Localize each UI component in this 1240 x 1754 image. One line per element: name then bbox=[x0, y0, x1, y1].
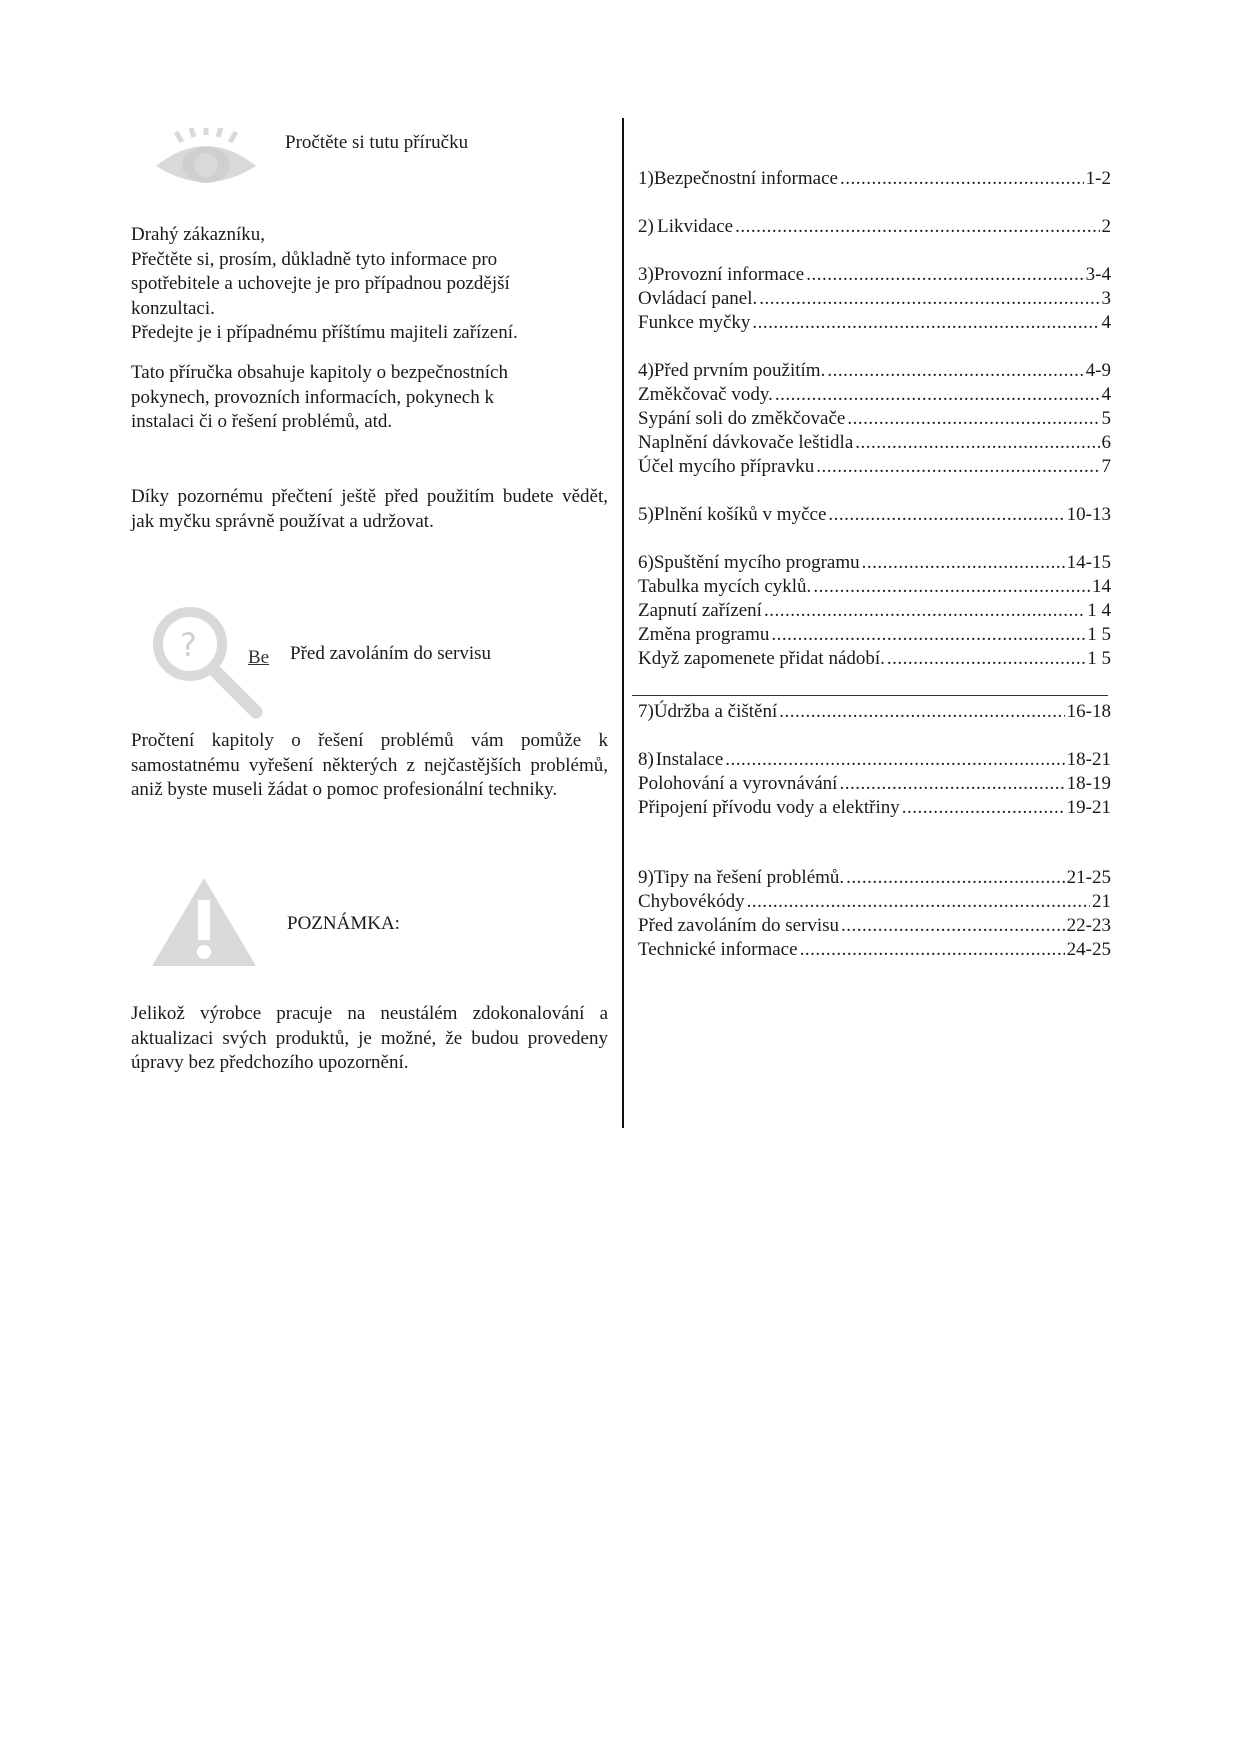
manual-contents-text bbox=[131, 361, 608, 435]
greeting: Drahý zákazníku, bbox=[131, 224, 265, 245]
toc-item: Technické informace ..... 24-25 bbox=[638, 938, 1111, 962]
intro-line: Přečtěte si, prosím, důkladně tyto informace pro bbox=[131, 248, 498, 270]
intro-line: spotřebitele a uchovejte je pro případnou pozdější bbox=[131, 273, 510, 294]
manual-line: Tato příručka obsahuje kapitoly o bezpečnostních bbox=[131, 362, 508, 383]
intro-line: Předejte je i případnému příštímu majiteli zařízení. bbox=[131, 322, 518, 343]
toc-item: Změna programu ..... 1 5 bbox=[638, 623, 1111, 647]
toc-item: 3) Provozní informace ..... 3-4 bbox=[638, 263, 1111, 287]
careful-reading-text: Díky pozornému přečtení ještě před použitím budete vědět, jak myčku správně používat a udržovat. bbox=[131, 486, 608, 532]
toc-item: Ovládací panel. ..... 3 bbox=[638, 287, 1111, 311]
toc-item: 8) Instalace ..... 18-21 bbox=[638, 748, 1111, 772]
service-title: Před zavoláním do servisu bbox=[290, 643, 492, 664]
toc-item: Před zavoláním do servisu ..... 22-23 bbox=[638, 914, 1111, 938]
toc-item: Zapnutí zařízení ..... 1 4 bbox=[638, 599, 1111, 623]
manual-line: instalaci či o řešení problémů, atd. bbox=[131, 411, 393, 432]
svg-text:?: ? bbox=[180, 626, 197, 664]
toc-item: 5) Plnění košíků v myčce ..... 10-13 bbox=[638, 503, 1111, 527]
toc-item: Tabulka mycích cyklů. ..... 14 bbox=[638, 575, 1111, 599]
warning-icon bbox=[150, 876, 258, 968]
toc-item: Účel mycího přípravku ..... 7 bbox=[638, 455, 1111, 479]
toc-separator bbox=[632, 695, 1108, 696]
toc-item: Naplnění dávkovače leštidla ..... 6 bbox=[638, 431, 1111, 455]
note-title: POZNÁMKA: bbox=[287, 913, 400, 934]
note-text: Jelikož výrobce pracuje na neustálém zdokonalování a aktualizaci svých produktů, je možné, že budou provedeny úpravy bez předchozího upozornění. bbox=[131, 1003, 608, 1073]
service-fragment: Be bbox=[248, 647, 270, 668]
toc-item: Změkčovač vody. ..... 4 bbox=[638, 383, 1111, 407]
toc-item: 6) Spuštění mycího programu ..... 14-15 bbox=[638, 551, 1111, 575]
intro-line: konzultaci. bbox=[131, 297, 215, 319]
troubleshooting-text: Pročtení kapitoly o řešení problémů vám pomůže k samostatnému vyřešení některých z nejčastějších problémů, aniž byste museli žádat o pomoc profesionální techniky. bbox=[131, 730, 608, 800]
toc-item: 1) Bezpečnostní informace ..... 1-2 bbox=[638, 167, 1111, 191]
read-manual-title: Pročtěte si tutu příručku bbox=[285, 132, 469, 153]
toc-item: Když zapomenete přidat nádobí. ..... 1 5 bbox=[638, 647, 1111, 671]
toc-item: Funkce myčky ..... 4 bbox=[638, 311, 1111, 335]
toc-item: Chybovékódy ..... 21 bbox=[638, 890, 1111, 914]
intro-text bbox=[131, 223, 608, 346]
toc-item: 9) Tipy na řešení problémů. ..... 21-25 bbox=[638, 866, 1111, 890]
eye-icon bbox=[152, 128, 260, 188]
toc-item: Polohování a vyrovnávání ..... 18-19 bbox=[638, 772, 1111, 796]
toc-item: 7) Údržba a čištění ..... 16-18 bbox=[638, 700, 1111, 724]
toc-item: Sypání soli do změkčovače ..... 5 bbox=[638, 407, 1111, 431]
column-divider bbox=[622, 118, 624, 1128]
toc-item: 4) Před prvním použitím. ..... 4-9 bbox=[638, 359, 1111, 383]
toc-item: 2) Likvidace ..... 2 bbox=[638, 215, 1111, 239]
toc-item: Připojení přívodu vody a elektřiny ..... 19-21 bbox=[638, 796, 1111, 820]
manual-line: pokynech, provozních informacích, pokynech k bbox=[131, 386, 494, 408]
